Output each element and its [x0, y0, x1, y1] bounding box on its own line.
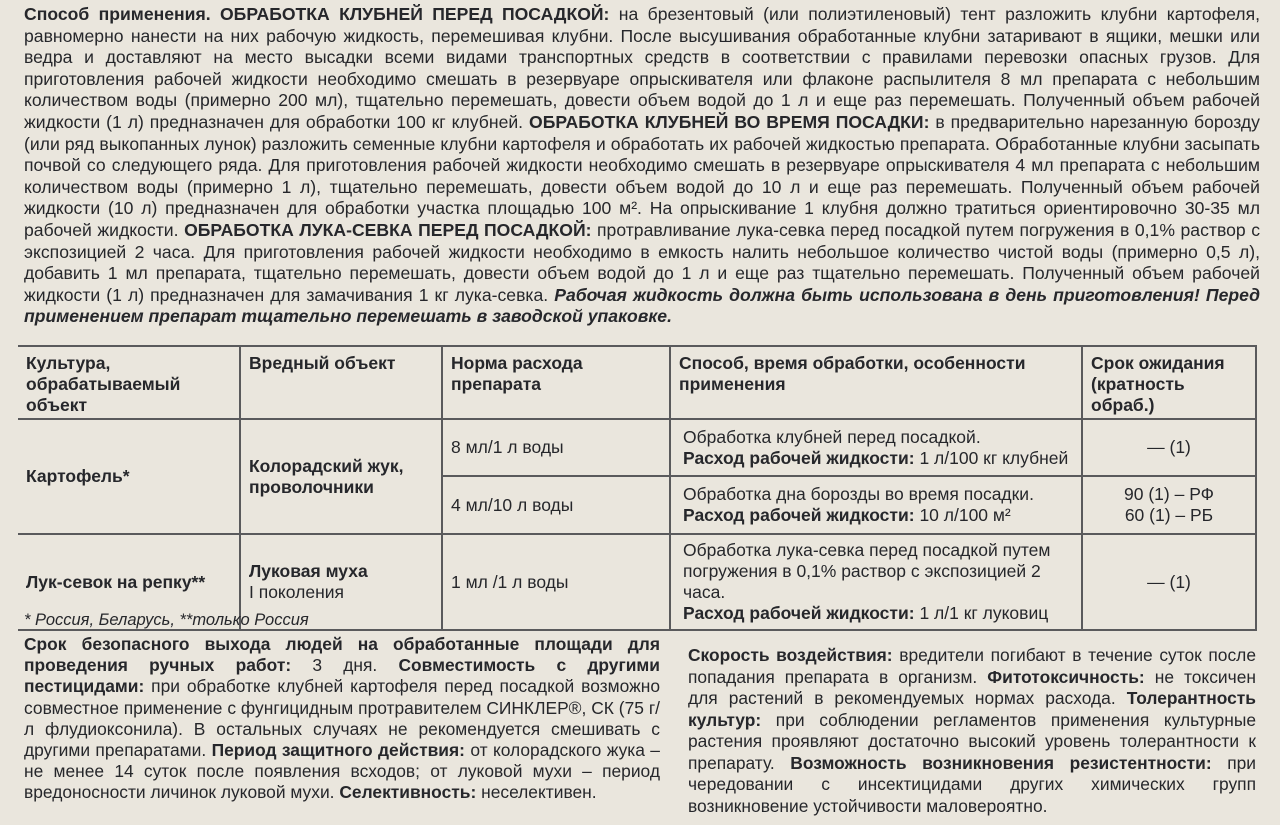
info-text: при обработке клубней картофеля перед посадкой возможно совместное применение с фунгицидным протравителем СИНКЛЕР®, СК (75 г/л флудиоксонила). В остальных случаях не рекомендуется смешивать с другими препаратами. — [24, 676, 660, 761]
column-header: Способ, время обработки, особенности применения — [670, 346, 1082, 419]
info-heading: Совместимость с другими пестицидами: — [24, 655, 660, 697]
info-text: от колорадского жука – не менее 14 суток после появления всходов; от луковой мухи – период вредоносности личинок луковой мухи. — [24, 740, 660, 803]
method-cell — [670, 534, 1082, 630]
pest-name: Луковая муха — [249, 561, 368, 581]
info-text: неселективен. — [481, 782, 597, 803]
wait-value: 60 (1) – РБ — [1124, 505, 1214, 525]
method-consumption — [683, 448, 1069, 469]
consumption-label: Расход рабочей жидкости: — [683, 447, 915, 468]
method-text: Обработка лука-севка перед посадкой путем погружения в 0,1% раствор с экспозицией 2 часа. — [683, 540, 1051, 602]
consumption-label: Расход рабочей жидкости: — [683, 603, 915, 623]
info-text: при соблюдении регламентов применения культурные растения проявляют достаточно высокий уровень толерантности к препарату. — [688, 709, 1256, 773]
info-text: при чередовании с инсектицидами других химических групп возникновение устойчивости маловероятно. — [688, 752, 1256, 816]
info-text: вредители погибают в течение суток после попадания препарата в организм. — [688, 645, 1256, 687]
table-row — [18, 419, 1256, 476]
crop-cell: Лук-севок на репку** — [18, 534, 240, 630]
info-text: 3 дня. — [312, 655, 378, 676]
pest-generation: I поколения — [249, 582, 344, 602]
column-header: Срок ожидания (кратность обраб.) — [1082, 346, 1256, 419]
safety-info-left — [24, 634, 660, 804]
paragraph-text: на брезентовый (или полиэтиленовый) тент разложить клубни картофеля, равномерно нанести на них рабочую жидкость, перемешивая клубни. После высушивания обработанные клубни затаривают в ящики, мешки или ведра и доставляют на место высадки всеми видами транспортных средств в соответствии с правилами перевозки опасных грузов. Для приготовления рабочей жидкости необходимо смешать в резервуаре опрыскивателя или флаконе распылителя 8 мл препарата с небольшим количеством воды (примерно 200 мл), тщательно перемешать, довести объем водой до 1 л и еще раз перемешать. Полученный объем рабочей жидкости (1 л) предназначен для обработки 100 кг клубней. — [24, 4, 1260, 132]
safety-info-right — [688, 645, 1256, 817]
consumption-label: Расход рабочей жидкости: — [683, 505, 915, 525]
section-heading: ОБРАБОТКА КЛУБНЕЙ ВО ВРЕМЯ ПОСАДКИ: — [529, 111, 930, 132]
application-rate-table — [18, 345, 1257, 631]
table-header-row — [18, 346, 1256, 419]
paragraph-text: в предварительно нарезанную борозду (или ряд выкопанных лунок) разложить семенные клубни картофеля и обработать их рабочей жидкостью препарата. Обработанные клубни засыпать почвой со следующего ряда. Для приготовления рабочей жидкости необходимо смешать в резервуаре опрыскивателя 4 мл препарата с небольшим количеством воды (примерно 1 л), тщательно перемешать, довести объем водой до 10 л и еще раз перемешать. Полученный объем рабочей жидкости (10 л) предназначен для обработки участка площадью 100 м². На опрыскивание 1 клубня должно тратиться ориентировочно 30-35 мл рабочей жидкости. — [24, 111, 1260, 240]
info-heading: Период защитного действия: — [211, 740, 465, 761]
rate-cell: 4 мл/10 л воды — [442, 476, 670, 534]
method-text: Обработка дна борозды во время посадки. — [683, 484, 1034, 504]
method-consumption — [683, 505, 1069, 526]
info-heading: Толерантность культур: — [688, 688, 1256, 730]
info-heading: Скорость воздействия: — [688, 645, 893, 665]
info-heading: Возможность возникновения резистентности: — [790, 752, 1212, 773]
table-footnote: * Россия, Беларусь, **только Россия — [24, 611, 309, 629]
column-header: Вредный объект — [240, 346, 442, 419]
info-text: не токсичен для растений в рекомендуемых нормах расхода. — [688, 666, 1256, 708]
info-heading: Срок безопасного выхода людей на обработанные площади для проведения ручных работ: — [24, 634, 660, 676]
wait-cell: — (1) — [1082, 419, 1256, 476]
method-consumption — [683, 603, 1069, 624]
rate-cell: 1 мл /1 л воды — [442, 534, 670, 630]
crop-cell: Картофель* — [18, 419, 240, 534]
info-heading: Фитотоксичность: — [987, 666, 1145, 687]
paragraph-text: протравливание лука-севка перед посадкой путем погружения в 0,1% раствор с экспозицией 2 часа. Для приготовления рабочей жидкости необходимо в емкость налить небольшое количество чистой воды (примерно 0,5 л), добавить 1 мл препарата, тщательно перемешать, довести объем водой до 1 л и еще раз тщательно перемешать. Полученный объем рабочей жидкости (1 л) предназначен для замачивания 1 кг лука-севка. — [24, 219, 1261, 305]
method-cell — [670, 419, 1082, 476]
method-text: Обработка клубней перед посадкой. — [683, 426, 981, 447]
section-heading: Способ применения. — [24, 4, 211, 24]
column-header: Норма расхода препарата — [442, 346, 670, 419]
section-heading: ОБРАБОТКА КЛУБНЕЙ ПЕРЕД ПОСАДКОЙ: — [219, 4, 610, 24]
consumption-value: 10 л/100 м² — [919, 505, 1011, 525]
rate-cell: 8 мл/1 л воды — [442, 419, 670, 476]
consumption-value: 1 л/100 кг клубней — [919, 447, 1069, 468]
info-heading: Селективность: — [339, 782, 477, 803]
wait-cell — [1082, 476, 1256, 534]
warning-text: Рабочая жидкость должна быть использована в день приготовления! Перед применением препарат тщательно перемешать в заводской упаковке. — [24, 284, 1260, 327]
application-instructions — [24, 4, 1260, 328]
section-heading: ОБРАБОТКА ЛУКА-СЕВКА ПЕРЕД ПОСАДКОЙ: — [184, 219, 592, 240]
column-header: Культура, обрабатываемый объект — [18, 346, 240, 419]
wait-value: 90 (1) – РФ — [1124, 484, 1214, 504]
wait-cell: — (1) — [1082, 534, 1256, 630]
pest-cell: Колорадский жук, проволочники — [240, 419, 442, 534]
consumption-value: 1 л/1 кг луковиц — [919, 603, 1049, 623]
method-cell — [670, 476, 1082, 534]
